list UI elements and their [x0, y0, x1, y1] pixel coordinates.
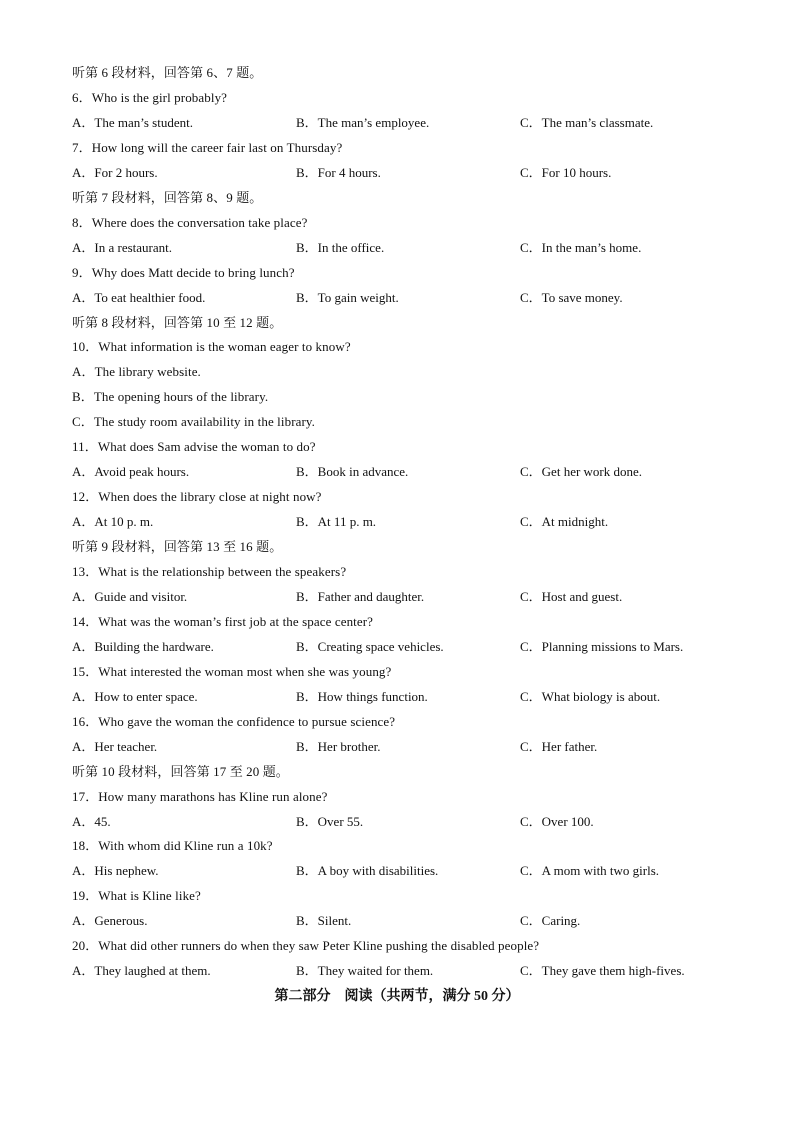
question-text: 19．What is Kline like? — [72, 888, 201, 903]
option-c: C．Over 100. — [520, 814, 594, 829]
question-text: 15．What interested the woman most when she was young? — [72, 664, 392, 679]
options-row — [72, 461, 732, 483]
question-text: 18．With whom did Kline run a 10k? — [72, 838, 273, 853]
question-text: 16．Who gave the woman the confidence to pursue science? — [72, 714, 396, 729]
option-b: B．They waited for them. — [296, 963, 434, 978]
options-row — [72, 736, 732, 758]
option-c: C．The man’s classmate. — [520, 115, 654, 130]
material-header: 听第 10 段材料，回答第 17 至 20 题。 — [72, 764, 289, 779]
option-a: A．For 2 hours. — [72, 165, 158, 180]
option-c: C．In the man’s home. — [520, 240, 642, 255]
option-c: C．Caring. — [520, 913, 581, 928]
option-a: A．Her teacher. — [72, 739, 158, 754]
question-text: 10．What information is the woman eager to know? — [72, 339, 351, 354]
options-row — [72, 686, 732, 708]
options-row — [72, 586, 732, 608]
question-text: B．The opening hours of the library. — [72, 389, 269, 404]
question-text: 13．What is the relationship between the speakers? — [72, 564, 347, 579]
option-c: C．Get her work done. — [520, 464, 643, 479]
option-a: A．Generous. — [72, 913, 148, 928]
option-c: C．Her father. — [520, 739, 598, 754]
question-text: 8．Where does the conversation take place? — [72, 215, 308, 230]
option-b: B．To gain weight. — [296, 290, 399, 305]
option-b: B．Silent. — [296, 913, 352, 928]
option-a: A．The man’s student. — [72, 115, 193, 130]
question-text: 20．What did other runners do when they saw Peter Kline pushing the disabled people? — [72, 938, 540, 953]
option-c: C．They gave them high-fives. — [520, 963, 685, 978]
option-a: A．Guide and visitor. — [72, 589, 188, 604]
option-c: C．To save money. — [520, 290, 623, 305]
option-b: B．A boy with disabilities. — [296, 863, 439, 878]
options-row — [72, 112, 732, 134]
options-row — [72, 910, 732, 932]
option-b: B．The man’s employee. — [296, 115, 430, 130]
option-b: B．Over 55. — [296, 814, 364, 829]
option-b: B．How things function. — [296, 689, 428, 704]
option-a: A．Building the hardware. — [72, 639, 214, 654]
options-row — [72, 511, 732, 533]
option-c: C．For 10 hours. — [520, 165, 612, 180]
question-text: 12．When does the library close at night now? — [72, 489, 322, 504]
option-b: B．In the office. — [296, 240, 385, 255]
question-text: 7．How long will the career fair last on Thursday? — [72, 140, 343, 155]
option-c: C．What biology is about. — [520, 689, 661, 704]
question-text: 9．Why does Matt decide to bring lunch? — [72, 265, 295, 280]
option-b: B．Book in advance. — [296, 464, 409, 479]
options-row — [72, 960, 732, 982]
option-a: A．How to enter space. — [72, 689, 198, 704]
option-c: C．Host and guest. — [520, 589, 623, 604]
option-a: A．In a restaurant. — [72, 240, 172, 255]
material-header: 听第 7 段材料，回答第 8、9 题。 — [72, 190, 263, 205]
material-header: 听第 9 段材料，回答第 13 至 16 题。 — [72, 539, 283, 554]
option-a: A．His nephew. — [72, 863, 159, 878]
options-row — [72, 811, 732, 833]
material-header: 听第 8 段材料，回答第 10 至 12 题。 — [72, 315, 283, 330]
option-a: A．45. — [72, 814, 111, 829]
option-a: A．They laughed at them. — [72, 963, 211, 978]
material-header: 听第 6 段材料，回答第 6、7 题。 — [72, 65, 263, 80]
option-b: B．Creating space vehicles. — [296, 639, 444, 654]
question-text: A．The library website. — [72, 364, 201, 379]
question-text: 6．Who is the girl probably? — [72, 90, 228, 105]
question-text: 17．How many marathons has Kline run alone? — [72, 789, 328, 804]
option-a: A．To eat healthier food. — [72, 290, 206, 305]
option-c: C．A mom with two girls. — [520, 863, 660, 878]
options-row — [72, 162, 732, 184]
question-text: 11．What does Sam advise the woman to do? — [72, 439, 316, 454]
options-row — [72, 287, 732, 309]
options-row — [72, 237, 732, 259]
option-a: A．At 10 p. m. — [72, 514, 154, 529]
question-text: 14．What was the woman’s first job at the space center? — [72, 614, 374, 629]
option-b: B．At 11 p. m. — [296, 514, 377, 529]
options-row — [72, 860, 732, 882]
question-text: C．The study room availability in the library. — [72, 414, 316, 429]
section-title: 第二部分 阅读（共两节，满分 50 分） — [274, 989, 520, 1004]
options-row — [72, 636, 732, 658]
option-c: C．Planning missions to Mars. — [520, 639, 684, 654]
option-c: C．At midnight. — [520, 514, 609, 529]
option-b: B．For 4 hours. — [296, 165, 381, 180]
option-b: B．Father and daughter. — [296, 589, 425, 604]
option-b: B．Her brother. — [296, 739, 381, 754]
option-a: A．Avoid peak hours. — [72, 464, 190, 479]
